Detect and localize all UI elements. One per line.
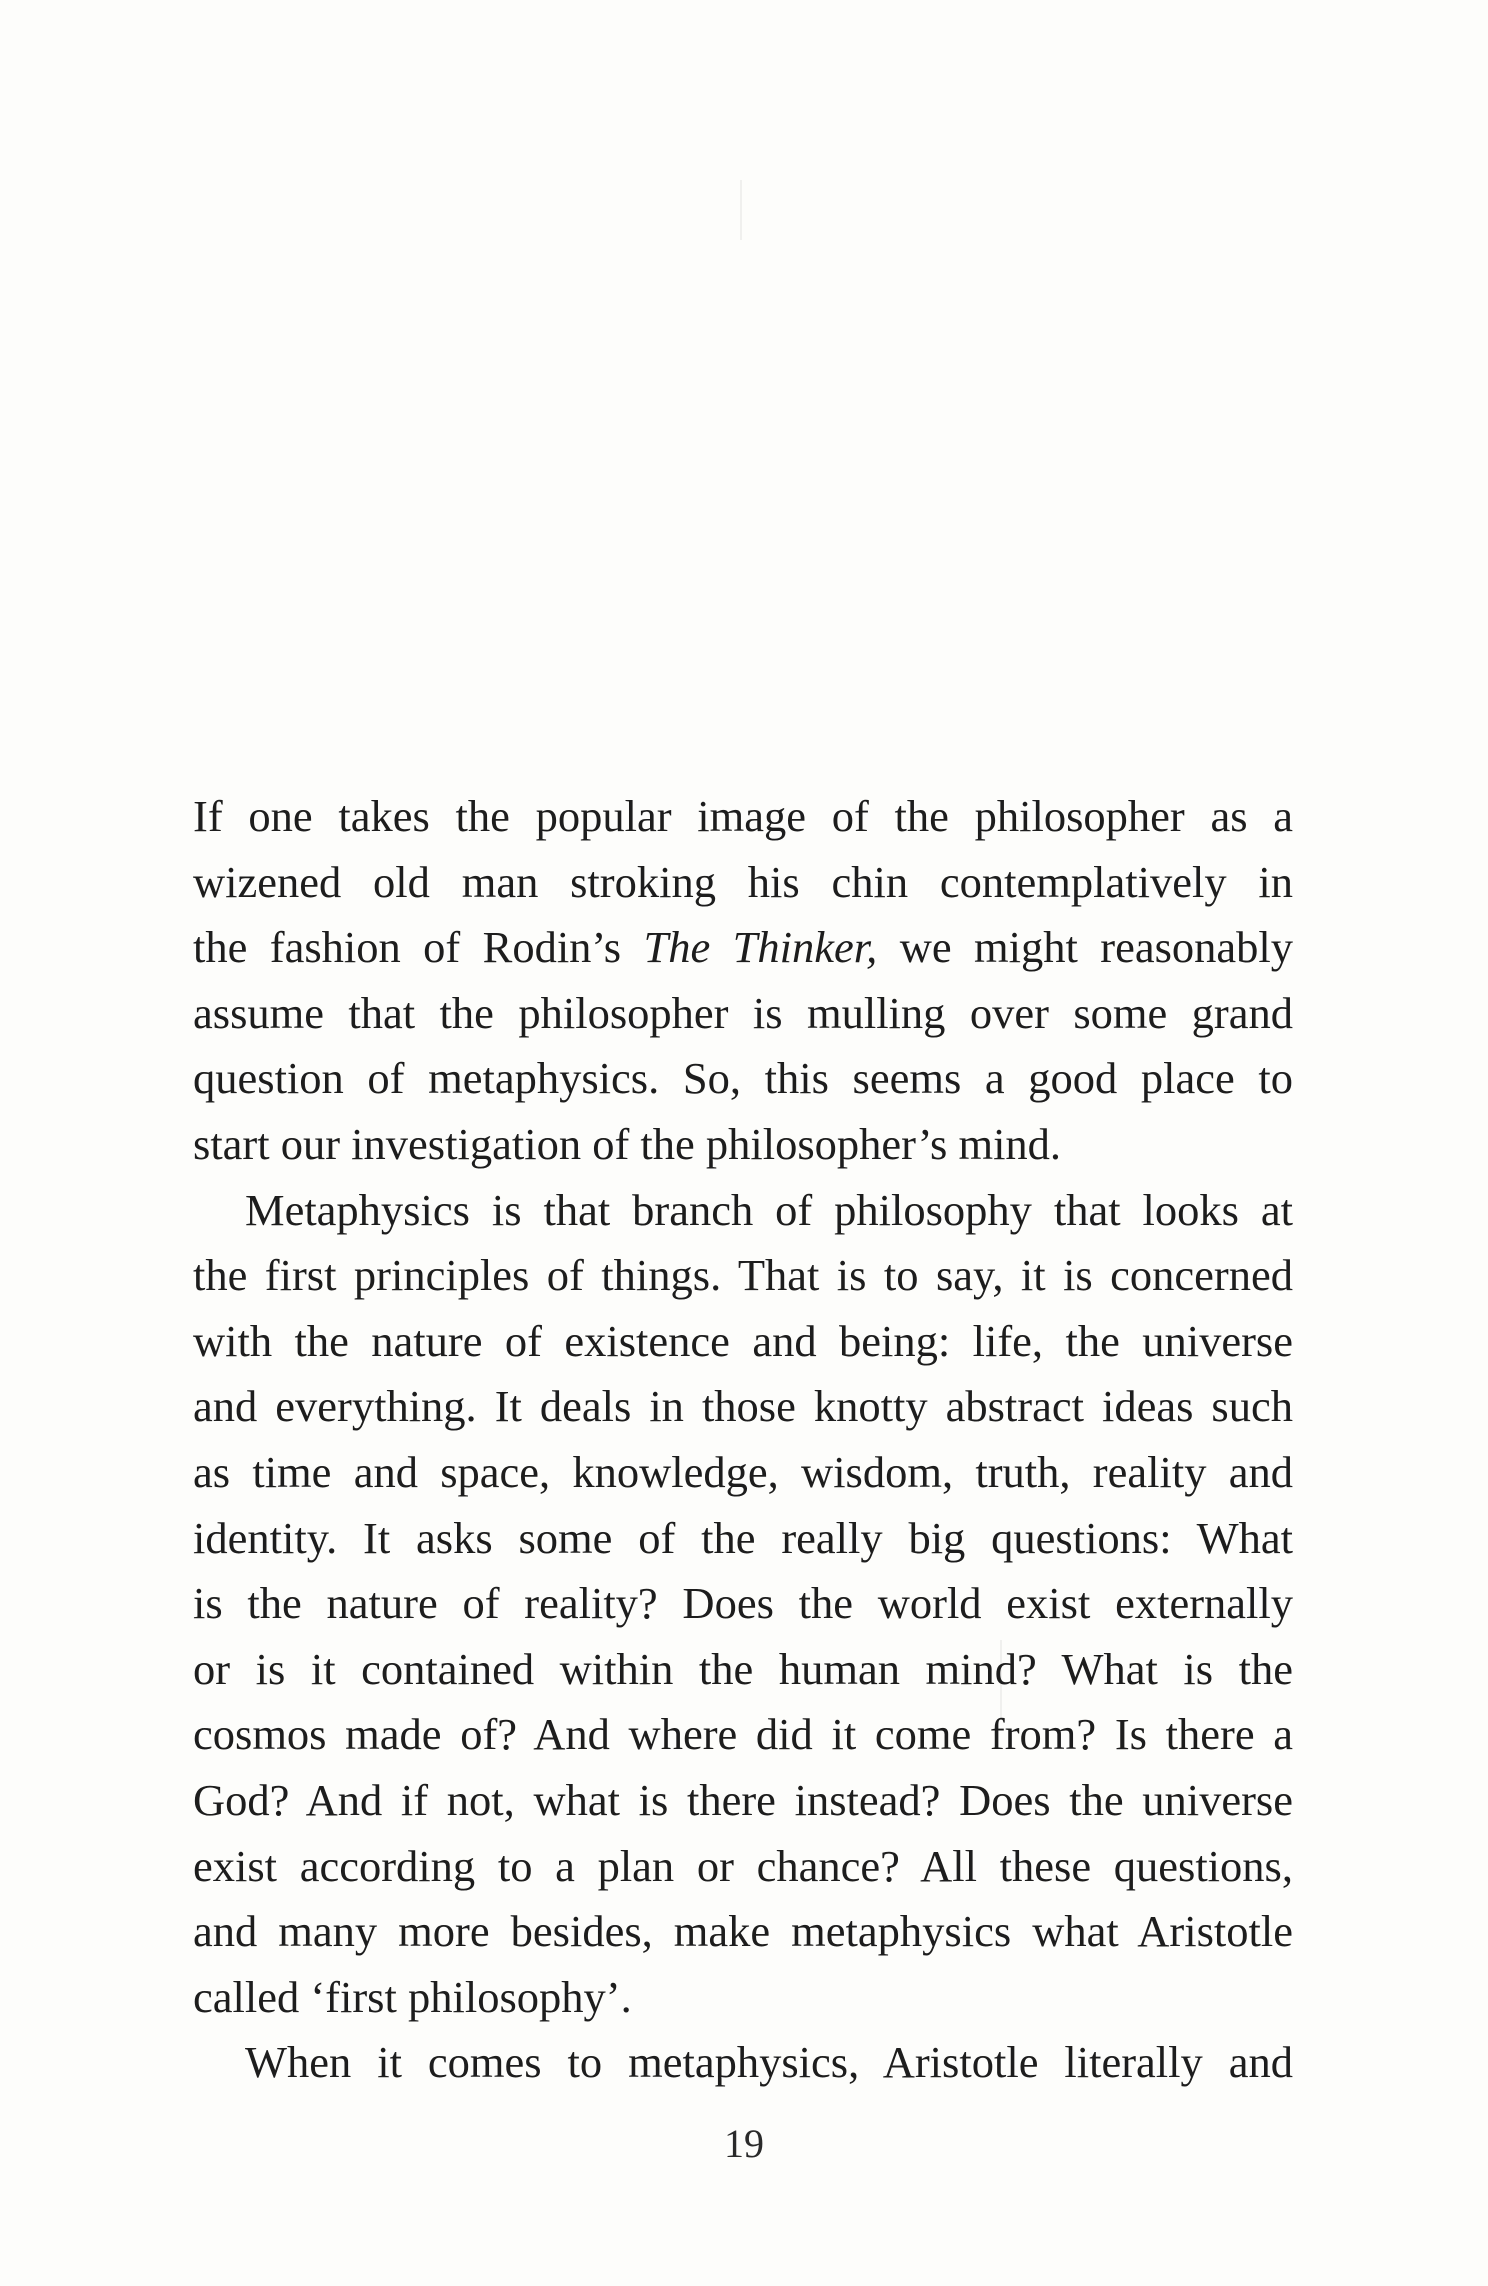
text-line: wizened old man stroking his chin contemplatively in xyxy=(193,856,1293,907)
text-fragment: the fashion of Rodin’s xyxy=(193,922,644,973)
paragraph-2 xyxy=(193,1178,1293,2031)
artwork-title: The Thinker, xyxy=(643,922,878,973)
paragraph-3 xyxy=(193,2030,1293,2096)
text-line: is the nature of reality? Does the world exist externally xyxy=(193,1578,1293,1629)
text-fragment: we might reasonably xyxy=(877,922,1294,973)
text-line: the first principles of things. That is to say, it is concerned xyxy=(193,1250,1293,1301)
text-line: Metaphysics is that branch of philosophy that looks at xyxy=(245,1184,1293,1235)
text-line: with the nature of existence and being: life, the universe xyxy=(193,1315,1293,1366)
text-line-with-title xyxy=(193,915,1293,981)
text-line: question of metaphysics. So, this seems a good place to xyxy=(193,1053,1293,1104)
text-line: identity. It asks some of the really big questions: What xyxy=(193,1512,1293,1563)
body-text xyxy=(193,784,1293,2096)
text-line: as time and space, knowledge, wisdom, truth, reality and xyxy=(193,1446,1293,1497)
text-line: If one takes the popular image of the philosopher as a xyxy=(193,791,1293,841)
text-line: called ‘first philosophy’. xyxy=(193,1971,632,2022)
text-line: and everything. It deals in those knotty abstract ideas such xyxy=(193,1381,1293,1432)
text-line: start our investigation of the philosopher’s mind. xyxy=(193,1118,1062,1169)
text-line: and many more besides, make metaphysics what Aristotle xyxy=(193,1906,1293,1957)
scan-artifact xyxy=(740,180,742,240)
text-line: cosmos made of? And where did it come from? Is there a xyxy=(193,1709,1293,1760)
text-line: When it comes to metaphysics, Aristotle literally and xyxy=(245,2037,1293,2088)
text-line: God? And if not, what is there instead? Does the universe xyxy=(193,1774,1293,1825)
text-line: assume that the philosopher is mulling over some grand xyxy=(193,987,1293,1038)
paragraph-1 xyxy=(193,784,1293,1178)
page-number: 19 xyxy=(724,2121,764,2166)
text-line: or is it contained within the human mind? What is the xyxy=(193,1643,1293,1694)
text-line: exist according to a plan or chance? All these questions, xyxy=(193,1840,1293,1891)
